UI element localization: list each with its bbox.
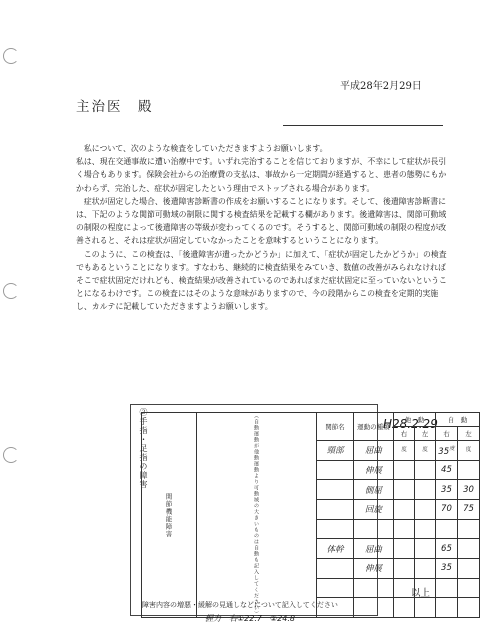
col-motion-header: 運動の種類: [353, 413, 393, 441]
value-cell: 70: [435, 500, 457, 520]
value-cell: 45: [435, 460, 457, 480]
handwritten-date: H28.2.29: [383, 417, 438, 431]
motion-cell: 伸展: [353, 460, 393, 480]
value-cell: $35^度$: [435, 441, 457, 461]
section-label: 関節機能障害: [142, 413, 197, 618]
value-cell: 75: [457, 500, 479, 520]
joint-cell: [317, 559, 354, 579]
col-passive-right: 右: [393, 427, 414, 441]
motion-cell: [353, 519, 393, 539]
joint-cell: [317, 519, 354, 539]
document-date: 平成28年2月29日: [340, 81, 422, 92]
value-cell: 35: [435, 559, 457, 579]
joint-cell: [317, 480, 354, 500]
col-active-left: 左: [457, 427, 479, 441]
value-cell: 30: [457, 480, 479, 500]
paragraph: 症状が固定した場合、後遺障害診断書の作成をお願いすることになります。そして、後遺障害診断書には、下記のような関節可動域の制限に関する検査結果を記載する欄があります。後遺障害は、関節可動域の制限の程度によって後遺障害の等級が変わってくるのです。そうすると、関節可動域の制限の程度が改善されると、それは症状が固定していなかったことを意味するということになります。: [76, 196, 447, 246]
paragraph: 私について、次のような検査をしていただきますようお願いします。: [83, 144, 328, 153]
motion-cell: 伸展: [353, 559, 393, 579]
joint-cell: [317, 578, 354, 598]
value-cell: [457, 559, 479, 579]
col-passive-header: 他 動: [393, 413, 435, 427]
value-cell: [457, 460, 479, 480]
binder-hole: [3, 283, 19, 299]
col-passive-left: 左: [414, 427, 435, 441]
motion-cell: 屈曲: [353, 539, 393, 559]
col-active-right: 右: [435, 427, 457, 441]
motion-cell: 側屈: [353, 480, 393, 500]
joint-cell: 体幹: [317, 539, 354, 559]
value-cell: 65: [435, 539, 457, 559]
col-joint-header: 関節名: [317, 413, 354, 441]
unit-label: 度: [422, 446, 428, 453]
section-note: （自動運動が他動運動より可動域の大きいものは自動も記入してください）: [197, 413, 317, 618]
joint-cell: [317, 460, 354, 480]
motion-cell: [353, 578, 393, 598]
form-footer-note: 障害内容の増悪・緩解の見通しなどについて記入してください: [142, 601, 338, 609]
paragraph: このように、この検査は、「後遺障害が遺ったかどうか」に加えて、「症状が固定したかどうか」の検査でもあるということになります。すなわち、継続的に検査結果をみていき、数値の改善がみられなければそこで症状固定だけれども、検査結果が改善されているのであればまだ症状固定に至っていないということになるわけです。この検査にはそのような意味がありますので、今の段階からこの検査を定期的実施し、カルテに記載していただきますようお願いします。: [76, 249, 447, 312]
motion-cell: 回旋: [353, 500, 393, 520]
col-active-header: 自 動: [435, 413, 479, 427]
binder-hole: [3, 447, 19, 463]
paragraph: 私は、現在交通事故に遭い治療中です。いずれ完治することを信じておりますが、不幸にして症状が長引く場合もあります。保険会社からの治療費の支払は、事故から一定期間が経過すると、患者の態勢にもかかわらず、完治した、症状が固定したという理由でストップされる場合があります。: [76, 157, 447, 193]
unit-label: 度: [401, 446, 407, 453]
unit-label: 度: [465, 446, 472, 453]
joint-cell: 頸部: [317, 441, 354, 461]
signature-line: [283, 125, 443, 126]
joint-cell: [317, 500, 354, 520]
binder-hole: [3, 48, 19, 64]
request-letter-body: [76, 142, 448, 314]
motion-cell: 屈曲: [353, 441, 393, 461]
form-side-label: ②手指・足指の障害: [139, 408, 148, 489]
value-cell: [457, 539, 479, 559]
value-cell: 35: [435, 480, 457, 500]
grip-strength-line1: 握力 右①22.7 ②24.8: [205, 614, 295, 623]
addressee: 主治医 殿: [76, 99, 154, 115]
closing-mark: 以上: [411, 588, 431, 599]
